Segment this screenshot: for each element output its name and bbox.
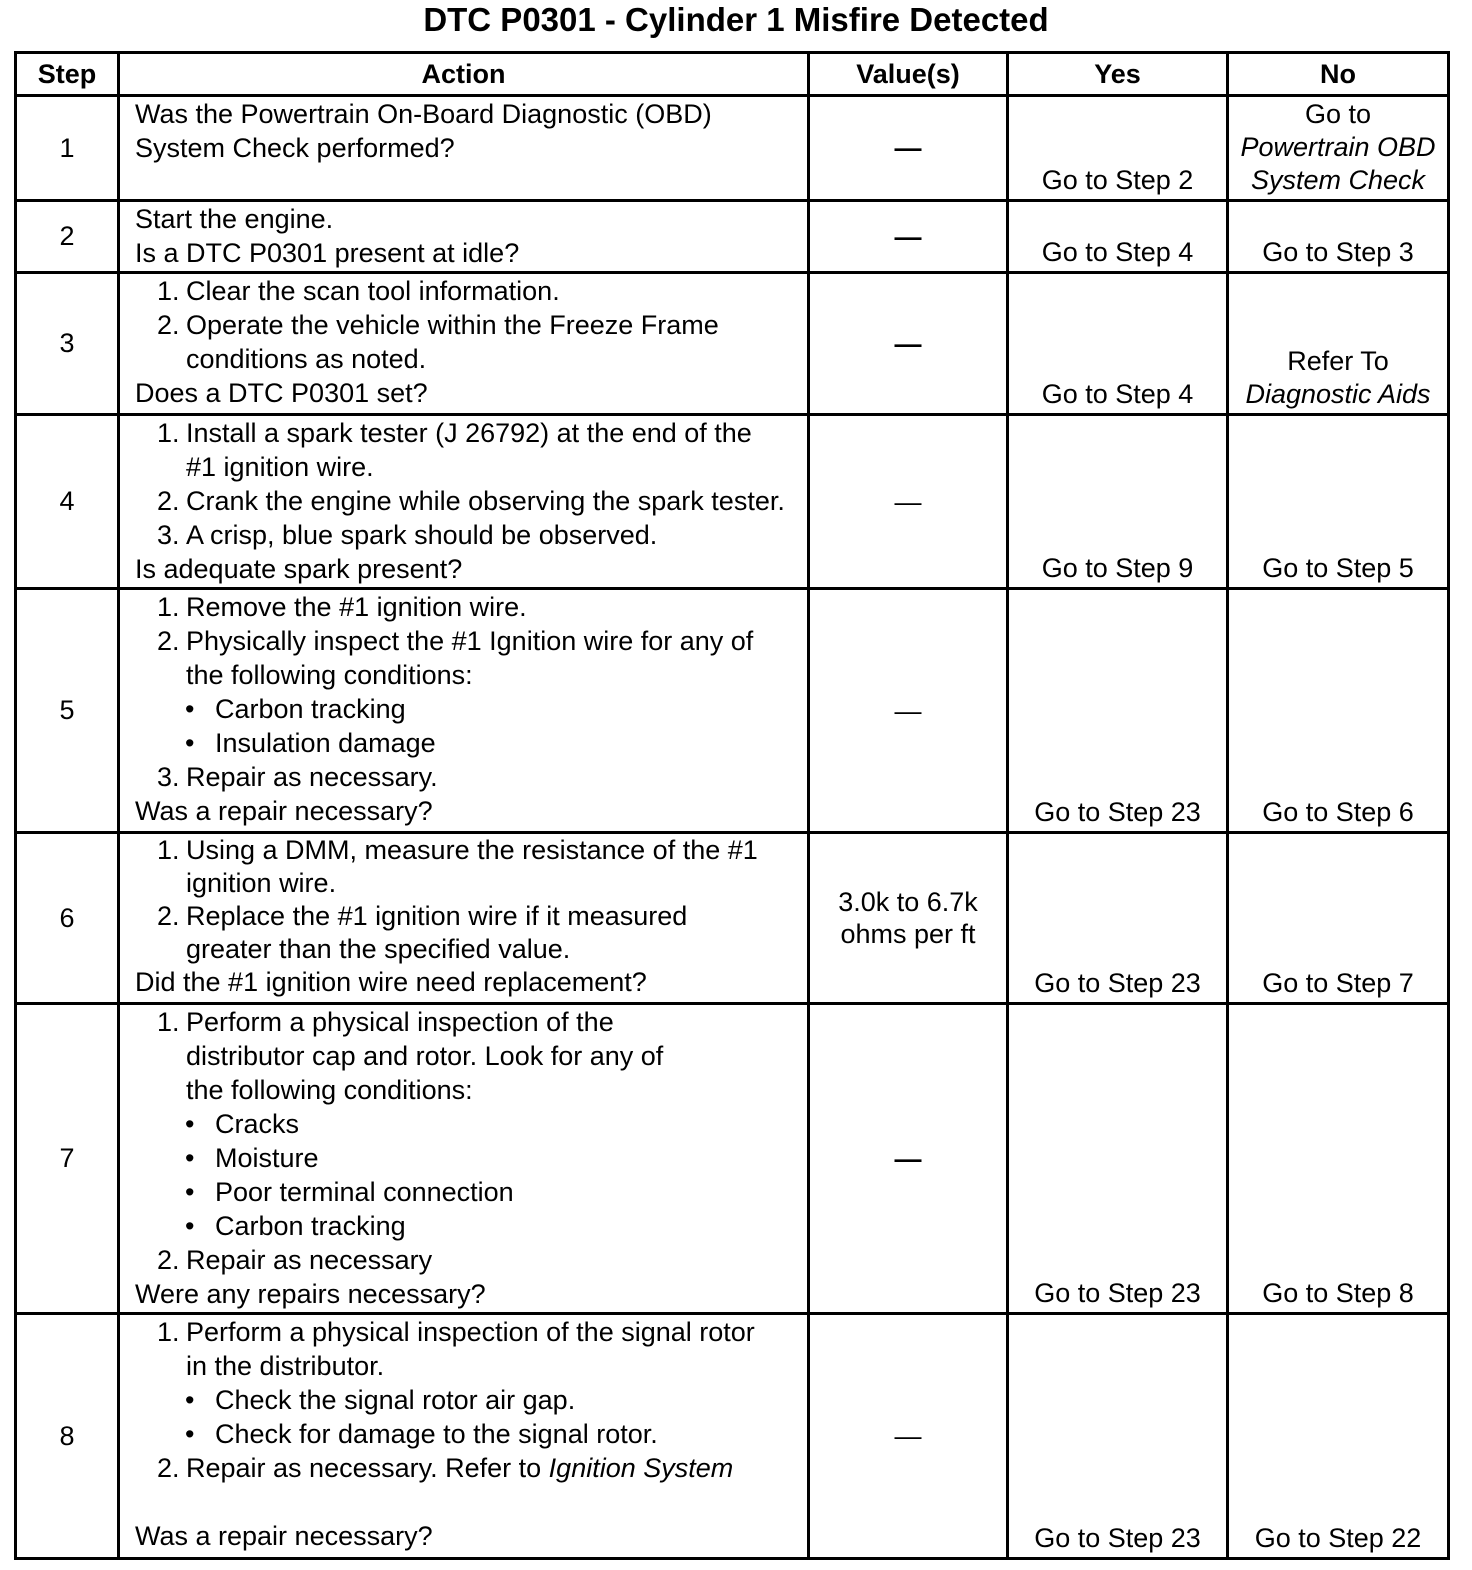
item-text: Install a spark tester (J 26792) at the end of the	[186, 418, 752, 448]
row-6-action-cell	[120, 834, 810, 1005]
action-item	[135, 590, 807, 624]
row-5-step-cell	[17, 590, 120, 834]
row-5-no-cell	[1229, 590, 1450, 834]
row-1-yes-cell	[1009, 97, 1229, 202]
item-number: 1.	[157, 1007, 180, 1037]
header-step: Step	[17, 54, 120, 97]
bullet-item: • Carbon tracking	[135, 692, 807, 726]
item-number: 1.	[157, 835, 180, 865]
diagnostic-table	[14, 51, 1450, 1560]
item-text: Repair as necessary.	[186, 762, 438, 792]
action-line: Was the Powertrain On-Board Diagnostic (OBD)	[135, 99, 712, 129]
row-8-action-cell	[120, 1315, 810, 1560]
value-text: —	[894, 1143, 922, 1174]
step-number: 6	[59, 902, 75, 933]
row-1-step-cell	[17, 97, 120, 202]
no-result: Go to	[1304, 99, 1372, 129]
item-text: Replace the #1 ignition wire if it measured	[186, 901, 688, 931]
action-line-continued: the following conditions:	[186, 660, 473, 690]
item-text: A crisp, blue spark should be observed.	[186, 520, 658, 550]
action-item	[135, 760, 807, 794]
row-5-yes-cell	[1009, 590, 1229, 834]
action-question: Did the #1 ignition wire need replacement?	[135, 967, 647, 997]
action-line: System Check performed?	[135, 133, 455, 163]
row-2-value-cell	[810, 202, 1009, 274]
row-8-yes-cell	[1009, 1315, 1229, 1560]
step-number: 2	[59, 221, 75, 251]
item-number: 3.	[157, 762, 180, 792]
item-text: Perform a physical inspection of the signal rotor	[186, 1317, 755, 1347]
row-3-yes-cell	[1009, 274, 1229, 416]
item-number: 3.	[157, 520, 180, 550]
item-text: Crank the engine while observing the spark tester.	[186, 486, 785, 516]
action-question: Is adequate spark present?	[135, 554, 463, 584]
item-text: Physically inspect the #1 Ignition wire for any of	[186, 626, 754, 656]
row-7-action-cell	[120, 1005, 810, 1315]
row-6-value-cell	[810, 834, 1009, 1005]
row-4-value-cell	[810, 416, 1009, 590]
step-number: 5	[59, 695, 75, 725]
yes-result: Go to Step 9	[1041, 553, 1194, 583]
bullet-item: • Check for damage to the signal rotor.	[135, 1417, 807, 1451]
action-line-continued: greater than the specified value.	[186, 934, 571, 964]
item-number: 1.	[157, 1317, 180, 1347]
header-values: Value(s)	[810, 54, 1009, 97]
row-4-step-cell	[17, 416, 120, 590]
yes-result: Go to Step 4	[1041, 379, 1194, 409]
action-line-continued: the following conditions:	[186, 1075, 473, 1105]
step-number: 1	[59, 132, 75, 163]
action-item	[135, 518, 807, 552]
no-result: Go to Step 22	[1254, 1523, 1422, 1553]
item-number: 2.	[157, 626, 180, 656]
row-7-no-cell	[1229, 1005, 1450, 1315]
item-text: Repair as necessary	[186, 1245, 433, 1275]
row-7-yes-cell	[1009, 1005, 1229, 1315]
item-number: 2.	[157, 1453, 180, 1483]
no-result: Refer To	[1287, 346, 1389, 376]
yes-result: Go to Step 2	[1041, 165, 1194, 195]
item-number: 1.	[157, 418, 180, 448]
row-6-yes-cell	[1009, 834, 1229, 1005]
row-4-no-cell	[1229, 416, 1450, 590]
item-text: Repair as necessary. Refer to	[186, 1453, 542, 1483]
action-item	[135, 624, 807, 658]
row-2-step-cell	[17, 202, 120, 274]
row-3-no-cell	[1229, 274, 1450, 416]
row-8-step-cell	[17, 1315, 120, 1560]
action-line: Is a DTC P0301 present at idle?	[135, 238, 520, 268]
yes-result: Go to Step 4	[1041, 237, 1194, 267]
action-line: Start the engine.	[135, 204, 334, 234]
row-1-value-cell	[810, 97, 1009, 202]
value-text: 3.0k to 6.7k	[838, 887, 978, 917]
row-8-no-cell	[1229, 1315, 1450, 1560]
row-1-action-cell	[120, 97, 810, 202]
bullet-item: • Carbon tracking	[135, 1209, 807, 1243]
bullet-item: • Insulation damage	[135, 726, 807, 760]
item-text: Perform a physical inspection of the	[186, 1007, 614, 1037]
action-item	[135, 416, 807, 450]
action-line-continued: in the distributor.	[186, 1351, 385, 1381]
action-item	[135, 900, 807, 933]
bullet-item: • Poor terminal connection	[135, 1175, 807, 1209]
action-question: Was a repair necessary?	[135, 1521, 433, 1551]
row-3-step-cell	[17, 274, 120, 416]
action-line-continued: #1 ignition wire.	[186, 452, 374, 482]
no-result: Go to Step 5	[1262, 553, 1414, 583]
bullet-item: • Cracks	[135, 1107, 807, 1141]
action-question: Were any repairs necessary?	[135, 1279, 486, 1309]
yes-result: Go to Step 23	[1034, 1523, 1201, 1553]
action-item	[135, 274, 807, 308]
value-text: —	[894, 1421, 922, 1451]
row-3-value-cell	[810, 274, 1009, 416]
row-2-yes-cell	[1009, 202, 1229, 274]
value-text: —	[894, 133, 922, 163]
action-item	[135, 308, 807, 342]
row-6-step-cell	[17, 834, 120, 1005]
step-number: 8	[59, 1420, 75, 1451]
value-unit: ohms per ft	[840, 919, 976, 949]
bullet-item: • Moisture	[135, 1141, 807, 1175]
no-result-reference: Powertrain OBD	[1240, 132, 1436, 162]
item-number: 2.	[157, 486, 180, 516]
action-item	[135, 1005, 807, 1039]
item-text: Remove the #1 ignition wire.	[186, 592, 527, 622]
row-1-no-cell	[1229, 97, 1450, 202]
item-number: 1.	[157, 592, 180, 622]
row-3-action-cell	[120, 274, 810, 416]
item-text: Operate the vehicle within the Freeze Frame	[186, 310, 719, 340]
bullet-item: • Check the signal rotor air gap.	[135, 1383, 807, 1417]
yes-result: Go to Step 23	[1034, 968, 1201, 998]
no-result: Go to Step 6	[1262, 797, 1414, 827]
action-item	[135, 484, 807, 518]
action-item	[135, 834, 807, 867]
row-2-no-cell	[1229, 202, 1450, 274]
no-result: Go to Step 7	[1262, 968, 1414, 998]
item-text: Clear the scan tool information.	[186, 276, 560, 306]
blank-line	[135, 1485, 807, 1519]
item-number: 2.	[157, 901, 180, 931]
action-item	[135, 1451, 807, 1485]
action-line-continued: distributor cap and rotor. Look for any of	[186, 1041, 664, 1071]
header-action: Action	[120, 54, 810, 97]
row-7-value-cell	[810, 1005, 1009, 1315]
step-number: 4	[59, 486, 75, 516]
no-result: Go to Step 3	[1262, 237, 1414, 267]
no-result: Go to Step 8	[1262, 1278, 1414, 1308]
row-7-step-cell	[17, 1005, 120, 1315]
row-4-action-cell	[120, 416, 810, 590]
row-8-value-cell	[810, 1315, 1009, 1560]
action-question: Was a repair necessary?	[135, 796, 433, 826]
item-text: Using a DMM, measure the resistance of the #1	[186, 835, 758, 865]
step-number: 3	[59, 328, 75, 358]
action-item	[135, 1315, 807, 1349]
header-no: No	[1229, 54, 1450, 97]
value-text: —	[894, 486, 922, 517]
row-4-yes-cell	[1009, 416, 1229, 590]
yes-result: Go to Step 23	[1034, 1278, 1201, 1308]
header-yes: Yes	[1009, 54, 1229, 97]
item-number: 2.	[157, 310, 180, 340]
step-number: 7	[59, 1143, 75, 1173]
item-number: 2.	[157, 1245, 180, 1275]
row-5-value-cell	[810, 590, 1009, 834]
action-line-continued: ignition wire.	[186, 868, 337, 898]
no-result-reference: System Check	[1250, 165, 1426, 195]
row-5-action-cell	[120, 590, 810, 834]
value-text: —	[894, 221, 922, 252]
yes-result: Go to Step 23	[1034, 797, 1201, 827]
value-text: —	[894, 328, 922, 359]
action-question: Does a DTC P0301 set?	[135, 378, 428, 408]
action-line-continued: conditions as noted.	[186, 344, 427, 374]
item-reference: Ignition System	[548, 1453, 734, 1483]
action-item	[135, 1243, 807, 1277]
page-title: DTC P0301 - Cylinder 1 Misfire Detected	[423, 1, 1049, 38]
row-6-no-cell	[1229, 834, 1450, 1005]
row-2-action-cell	[120, 202, 810, 274]
no-result-reference: Diagnostic Aids	[1245, 379, 1431, 409]
item-number: 1.	[157, 276, 180, 306]
value-text: —	[894, 695, 922, 726]
